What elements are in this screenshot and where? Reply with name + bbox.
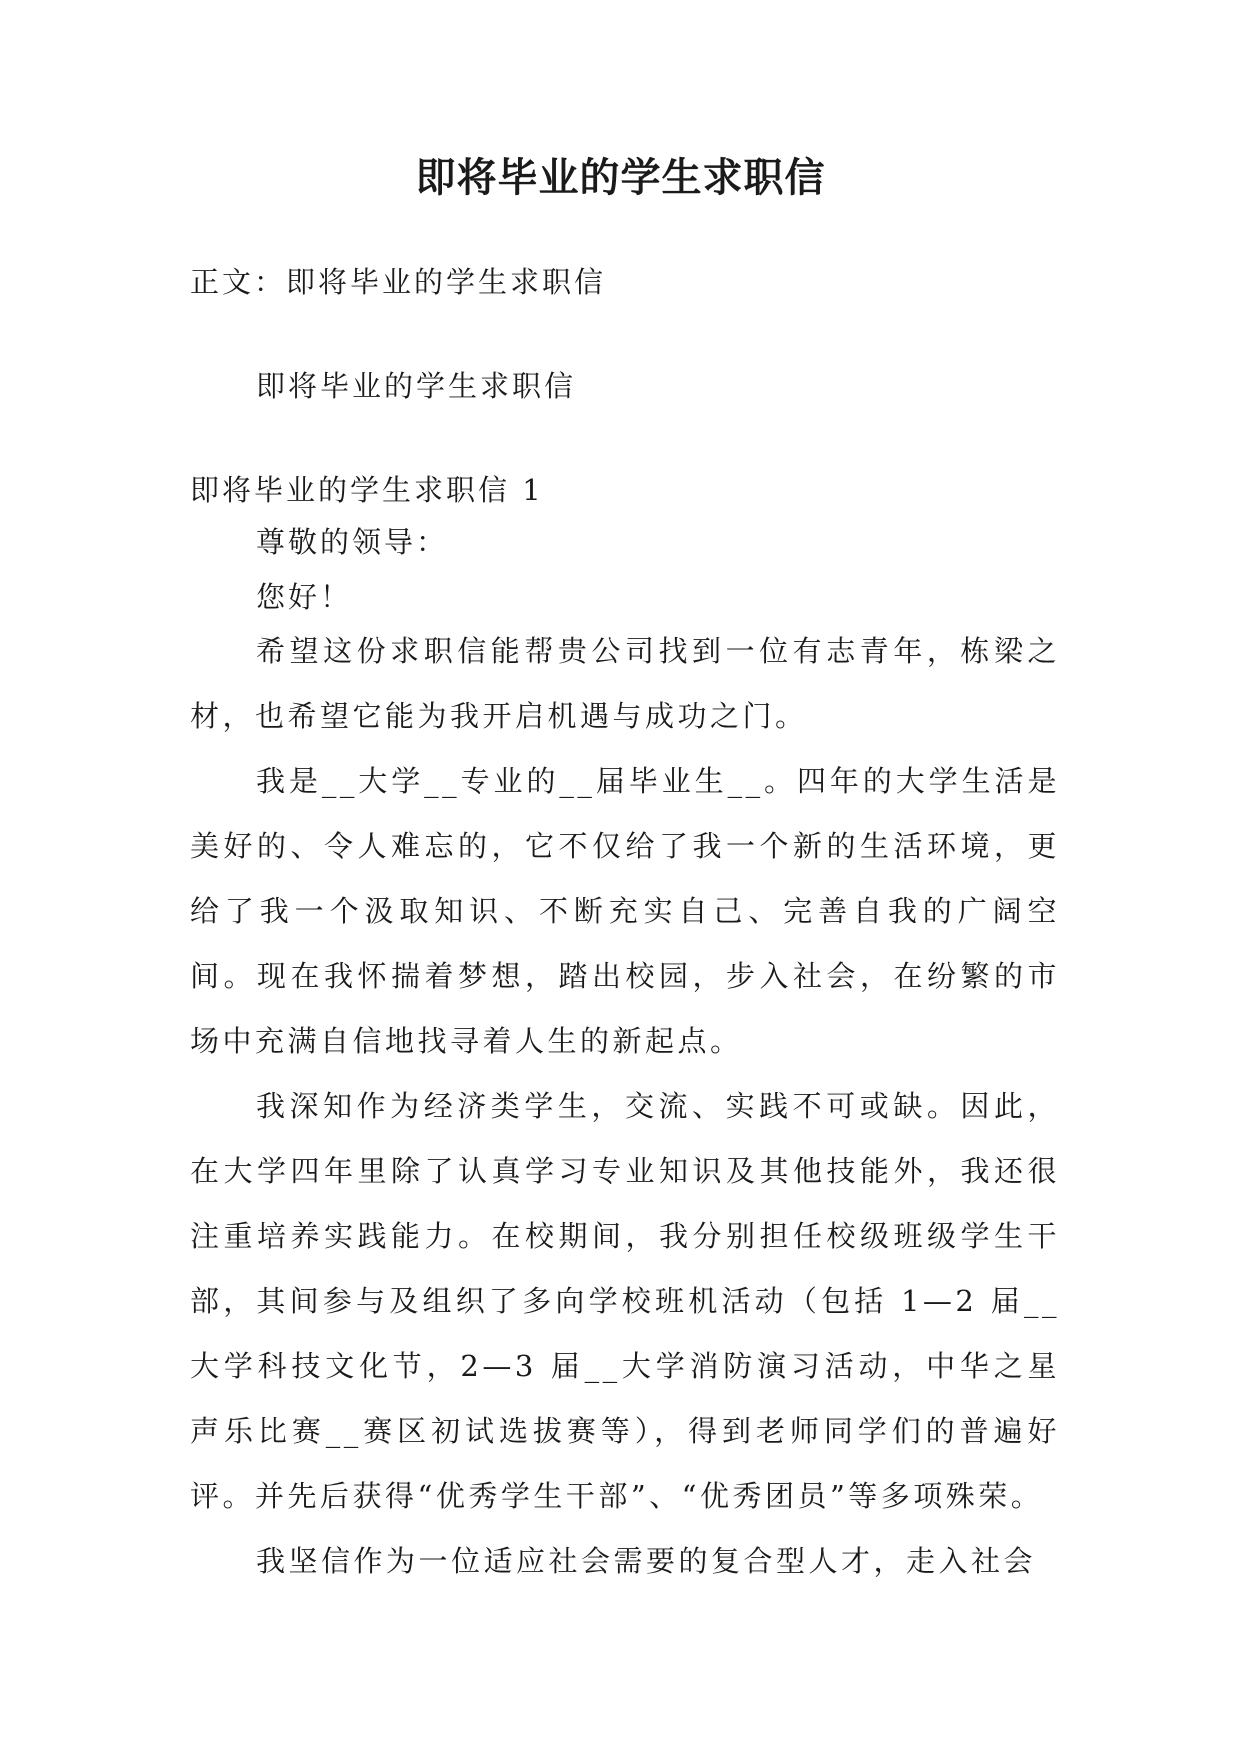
paragraph: 我坚信作为一位适应社会需要的复合型人才，走入社会 [256, 1544, 1037, 1578]
letter-body [190, 619, 1060, 1594]
salutation: 尊敬的领导： [256, 525, 449, 559]
paragraph: 我深知作为经济类学生，交流、实践不可或缺。因此，在大学四年里除了认真学习专业知识及其他技能外，我还很注重培养实践能力。在校期间，我分别担任校级班级学生干部，其间参与及组织了多向学校班机活动（包括 1—2 届__大学科技文化节，2—3 届__大学消防演习活动，中华之星声乐比赛__赛区初试选拔赛等），得到老师同学们的普遍好评。并先后获得“优秀学生干部”、“优秀团员”等多项殊荣。 [190, 1089, 1060, 1513]
document-title: 即将毕业的学生求职信 [415, 155, 826, 201]
paragraph: 希望这份求职信能帮贵公司找到一位有志青年，栋梁之材，也希望它能为我开启机遇与成功之门。 [190, 634, 1060, 733]
greeting: 您好！ [256, 580, 353, 614]
section-title: 即将毕业的学生求职信 1 [190, 473, 544, 507]
heading-line: 正文：即将毕业的学生求职信 [190, 265, 607, 299]
paragraph: 我是__大学__专业的__届毕业生__。四年的大学生活是美好的、令人难忘的，它不仅给了我一个新的生活环境，更给了我一个汲取知识、不断充实自己、完善自我的广阔空间。现在我怀揣着梦想，踏出校园，步入社会，在纷繁的市场中充满自信地找寻着人生的新起点。 [190, 764, 1060, 1058]
sub-title: 即将毕业的学生求职信 [256, 369, 577, 403]
